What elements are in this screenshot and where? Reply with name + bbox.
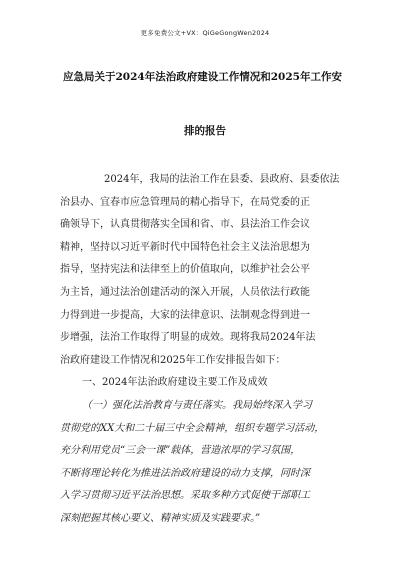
body-line: 确领导下，认真贯彻落实全国和省、市、县法治工作会议 <box>60 219 310 231</box>
document-body <box>60 169 360 531</box>
body-line: 指导，坚持宪法和法律至上的价值取向，以维护社会公平 <box>60 264 310 276</box>
body-line: 入学习贯彻习近平法治思想。采取多种方式促使干部职工 <box>60 490 310 502</box>
header-watermark: 更多免费公文+VX：QiGeGongWen2024 <box>140 29 270 37</box>
body-line: 深刻把握其核心要义、精神实质及实践要求。” <box>60 512 261 524</box>
body-line: 充分利用党员“三会一课”载体，营造浓厚的学习氛围， <box>60 445 301 457</box>
body-line: 精神，坚持以习近平新时代中国特色社会主义法治思想为 <box>60 241 310 253</box>
body-line: 不断将理论转化为推进法治政府建设的动力支撑，同时深 <box>60 467 310 479</box>
body-line: （一）强化法治教育与责任落实。我局始终深入学习 <box>82 399 312 411</box>
body-line: 2024年，我局的法治工作在县委、县政府、县委依法 <box>104 174 340 185</box>
section-heading: 一、2024年法治政府建设主要工作及成效 <box>82 377 268 389</box>
document-title-line-2: 排的报告 <box>184 125 226 137</box>
body-line: 贯彻党的XX大和二十届三中全会精神，组织专题学习活动， <box>60 422 325 434</box>
body-line: 力得到进一步提高，大家的法律意识、法制观念得到进一 <box>60 309 310 321</box>
body-line: 治政府建设工作情况和2025年工作安排报告如下： <box>60 354 286 366</box>
body-line: 步增强，法治工作取得了明显的成效。现将我局2024年法 <box>60 332 316 344</box>
document-title-line-1: 应急局关于2024年法治政府建设工作情况和2025年工作安 <box>63 71 342 83</box>
body-line: 为主旨，通过法治创建活动的深入开展，人员依法行政能 <box>60 286 310 298</box>
body-line: 治县办、宜春市应急管理局的精心指导下，在局党委的正 <box>60 196 310 208</box>
